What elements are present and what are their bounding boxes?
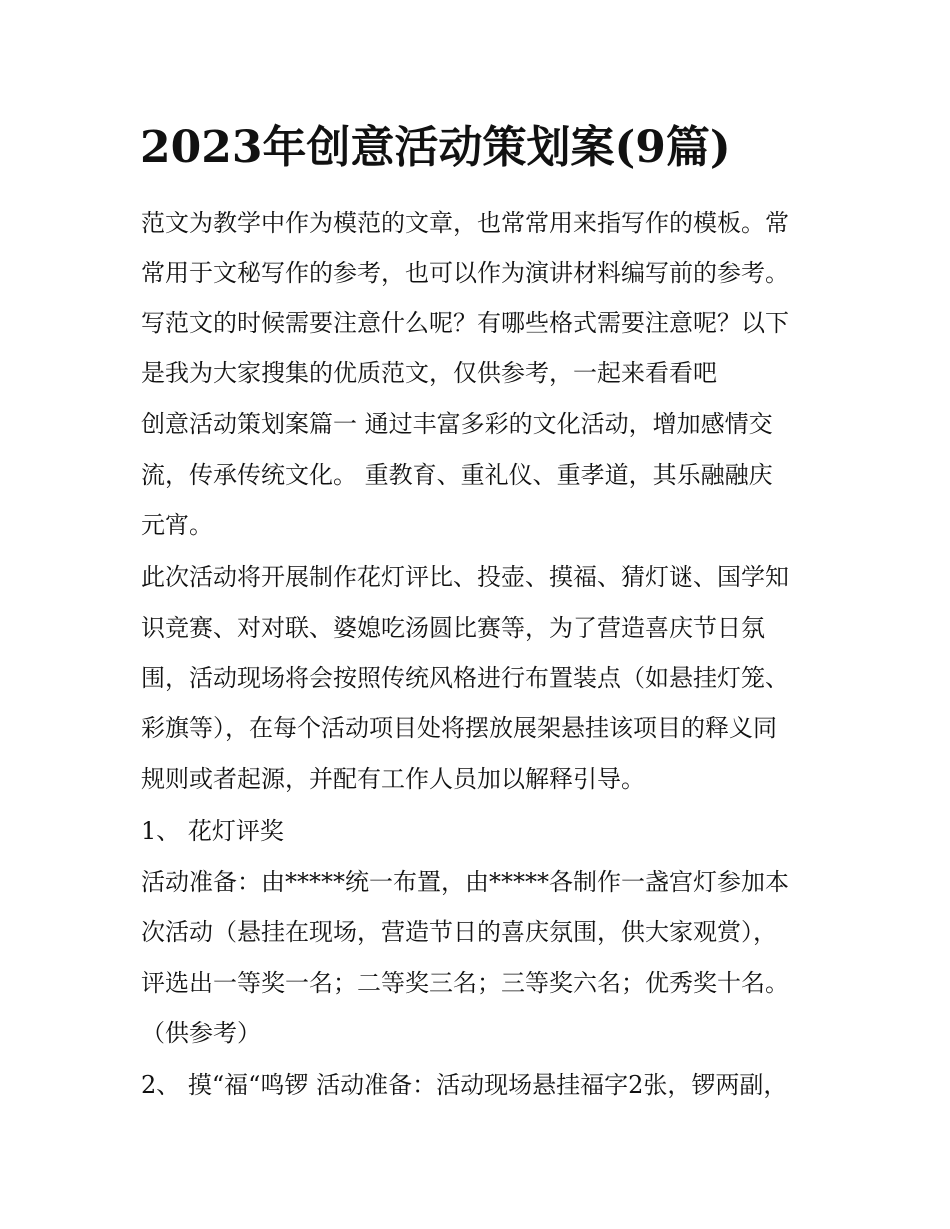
section-heading: 2、 摸“福“鸣锣 活动准备：活动现场悬挂福字2张，锣两副， <box>141 1071 788 1099</box>
body-line: 活动准备：由*****统一布置，由*****各制作一盏宫灯参加本 <box>141 868 789 896</box>
body-line: 是我为大家搜集的优质范文，仅供参考，一起来看看吧 <box>141 359 717 387</box>
body-line: 评选出一等奖一名；二等奖三名；三等奖六名；优秀奖十名。 <box>141 969 789 997</box>
body-line: 流，传承传统文化。 重教育、重礼仪、重孝道，其乐融融庆 <box>141 461 773 489</box>
body-line: 彩旗等），在每个活动项目处将摆放展架悬挂该项目的释义同 <box>141 714 777 742</box>
body-line: 元宵。 <box>141 511 213 539</box>
body-line: 范文为教学中作为模范的文章，也常常用来指写作的模板。常 <box>141 209 789 237</box>
body-line: 写范文的时候需要注意什么呢？有哪些格式需要注意呢？以下 <box>141 309 789 337</box>
body-line: 创意活动策划案篇一 通过丰富多彩的文化活动，增加感情交 <box>141 410 773 438</box>
body-line: 规则或者起源，并配有工作人员加以解释引导。 <box>141 765 645 793</box>
section-heading: 1、 花灯评奖 <box>141 817 284 845</box>
body-line: 常用于文秘写作的参考，也可以作为演讲材料编写前的参考。 <box>141 259 789 287</box>
body-line: 围，活动现场将会按照传统风格进行布置装点（如悬挂灯笼、 <box>141 664 789 692</box>
body-line: （供参考） <box>141 1019 261 1047</box>
body-line: 次活动（悬挂在现场，营造节日的喜庆氛围，供大家观赏）， <box>141 918 777 946</box>
body-line: 识竞赛、对对联、婆媳吃汤圆比赛等，为了营造喜庆节日氛 <box>141 614 765 642</box>
body-line: 此次活动将开展制作花灯评比、投壶、摸福、猜灯谜、国学知 <box>141 563 789 591</box>
document-title: 2023年创意活动策划案(9篇) <box>140 122 731 173</box>
